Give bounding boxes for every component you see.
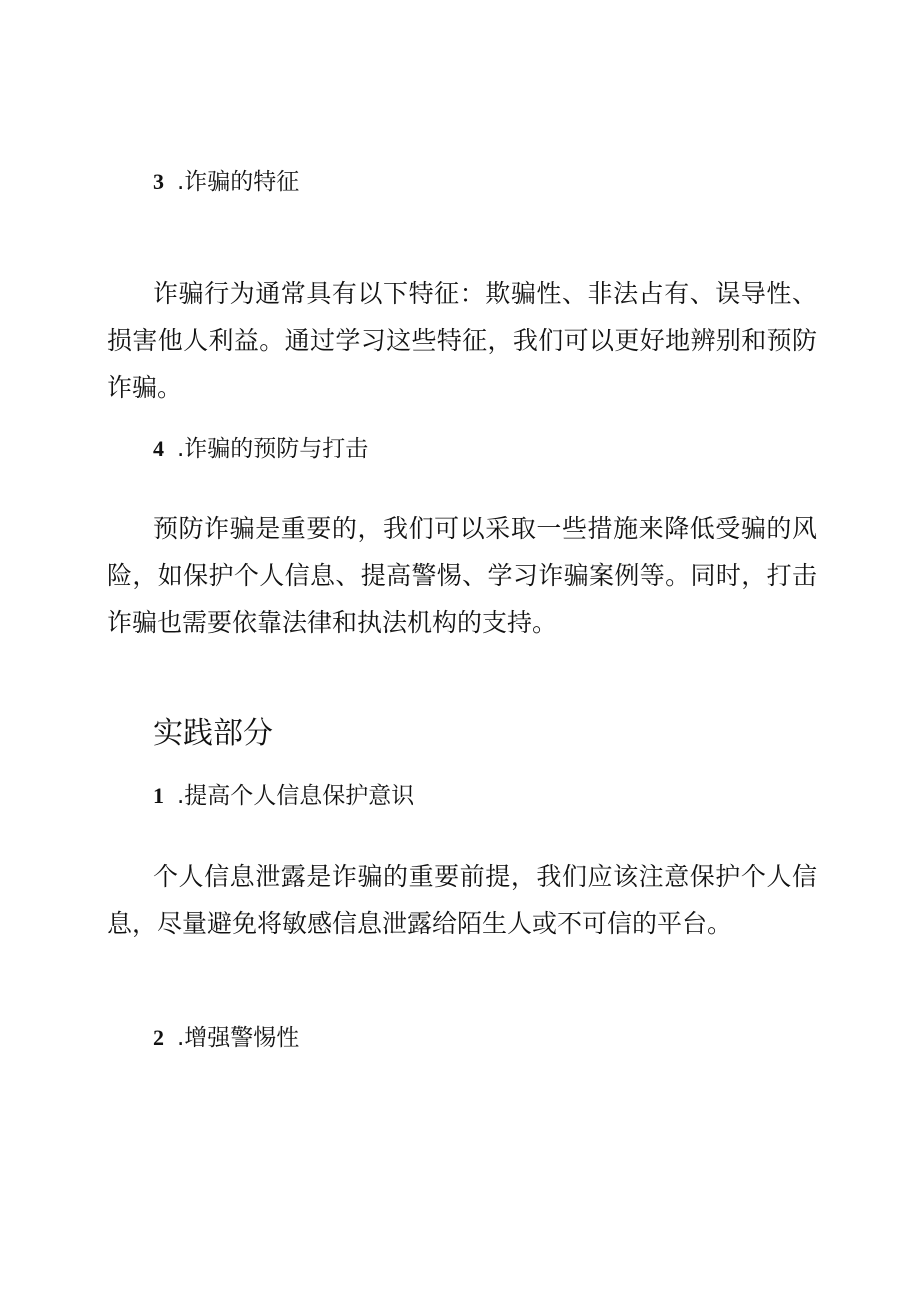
heading-fraud-prevention xyxy=(153,435,368,463)
heading-number: 1 xyxy=(153,783,164,808)
paragraph-fraud-prevention: 预防诈骗是重要的，我们可以采取一些措施来降低受骗的风险，如保护个人信息、提高警惕、学习诈骗案例等。同时，打击诈骗也需要依靠法律和执法机构的支持。 xyxy=(107,514,817,637)
heading-text: .提高个人信息保护意识 xyxy=(177,783,415,809)
section-title-practice: 实践部分 xyxy=(153,716,273,751)
heading-vigilance xyxy=(153,1024,299,1052)
heading-info-protection xyxy=(153,782,414,810)
heading-number: 2 xyxy=(153,1025,164,1050)
heading-text: .增强警惕性 xyxy=(177,1025,300,1051)
heading-fraud-characteristics xyxy=(153,168,299,196)
heading-text: .诈骗的特征 xyxy=(177,169,300,195)
heading-text: .诈骗的预防与打击 xyxy=(177,436,369,462)
paragraph-fraud-characteristics: 诈骗行为通常具有以下特征：欺骗性、非法占有、误导性、损害他人利益。通过学习这些特征，我们可以更好地辨别和预防诈骗。 xyxy=(107,279,817,402)
heading-number: 3 xyxy=(153,169,164,194)
paragraph-info-protection: 个人信息泄露是诈骗的重要前提，我们应该注意保护个人信息，尽量避免将敏感信息泄露给陌生人或不可信的平台。 xyxy=(107,862,817,938)
heading-number: 4 xyxy=(153,436,164,461)
